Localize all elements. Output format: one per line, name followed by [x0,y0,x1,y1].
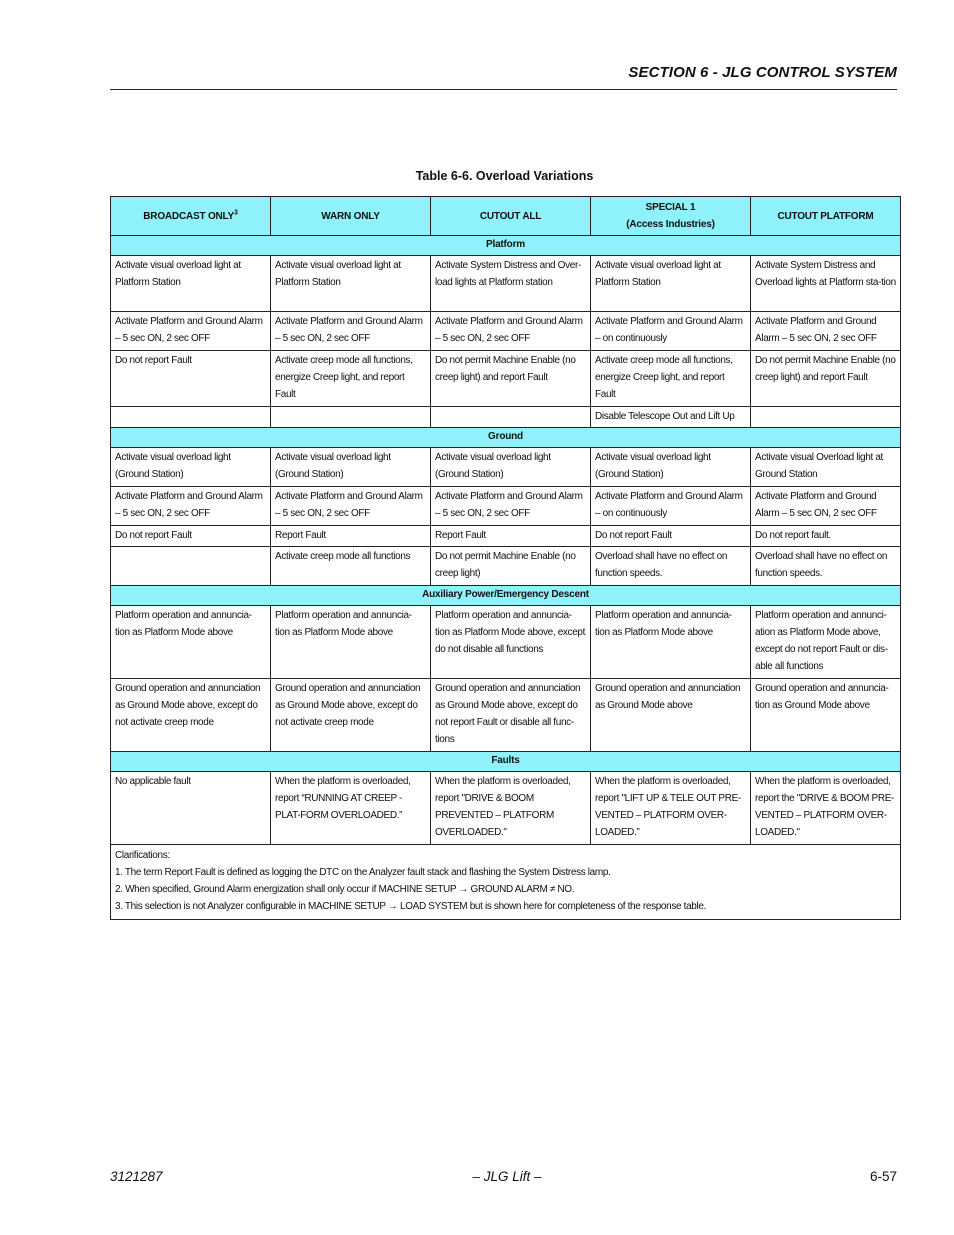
table-row [111,487,901,526]
table-cell: Do not report Fault [111,351,271,407]
table-cell: Overload shall have no effect on function speeds. [591,547,751,586]
table-cell: Do not report Fault [111,526,271,547]
table-cell: Do not permit Machine Enable (no creep light) and report Fault [751,351,901,407]
table-cell: Ground operation and annuncia-tion as Ground Mode above [751,679,901,752]
table-cell: When the platform is overloaded, report the "DRIVE & BOOM PRE-VENTED – PLATFORM OVER-LOADED." [751,772,901,845]
page-number: 6-57 [869,1169,897,1184]
section-title-platform: Platform [111,236,901,256]
section-row-ground [111,428,901,448]
table-cell: Activate visual overload light at Platform Station [271,256,431,312]
col-warn-only: WARN ONLY [271,197,431,236]
table-cell: Activate Platform and Ground Alarm – 5 sec ON, 2 sec OFF [431,487,591,526]
overload-variations-table [110,196,901,920]
col-special-1-label: SPECIAL 1 [645,202,696,213]
clarification-item: 2. When specified, Ground Alarm energization shall only occur if MACHINE SETUP → GROUND ALARM ≠ NO. [115,884,575,895]
table-cell: Do not report fault. [751,526,901,547]
table-cell: Activate visual overload light at Platform Station [111,256,271,312]
clarifications-row [111,845,901,920]
clarifications-title: Clarifications: [115,850,170,861]
table-cell: Do not permit Machine Enable (no creep light) [431,547,591,586]
table-cell: Platform operation and annunci-ation as Platform Mode above, except do not report Fault or dis-able all functions [751,606,901,679]
table-row [111,256,901,312]
table-cell: Report Fault [431,526,591,547]
table-cell: Platform operation and annuncia-tion as Platform Mode above [271,606,431,679]
table-cell: Activate Platform and Ground Alarm – 5 sec ON, 2 sec OFF [111,487,271,526]
table-cell: No applicable fault [111,772,271,845]
table-cell: Do not report Fault [591,526,751,547]
table-cell: Platform operation and annuncia-tion as Platform Mode above [591,606,751,679]
table-cell: Activate visual overload light (Ground Station) [271,448,431,487]
col-special-1 [591,197,751,236]
section-header: SECTION 6 - JLG CONTROL SYSTEM [628,64,897,81]
table-cell [111,407,271,428]
table-cell: Ground operation and annunciation as Ground Mode above [591,679,751,752]
table-cell: Activate Platform and Ground Alarm – 5 sec ON, 2 sec OFF [111,312,271,351]
column-header-row [111,197,901,236]
table-cell: Disable Telescope Out and Lift Up [591,407,751,428]
table-cell: Do not permit Machine Enable (no creep light) and report Fault [431,351,591,407]
table-cell: Activate visual overload light (Ground Station) [431,448,591,487]
clarifications-cell [111,845,901,920]
table-cell: Activate visual overload light (Ground Station) [111,448,271,487]
table-cell: Ground operation and annunciation as Ground Mode above, except do not activate creep mode [271,679,431,752]
table-cell: Activate Platform and Ground Alarm – on continuously [591,312,751,351]
col-broadcast-only-label: BROADCAST ONLY [143,210,235,222]
table-cell: Activate Platform and Ground Alarm – 5 sec ON, 2 sec OFF [751,312,901,351]
clarification-item: 3. This selection is not Analyzer configurable in MACHINE SETUP → LOAD SYSTEM but is shown here for completeness of the response table. [115,901,707,912]
table-cell: Activate Platform and Ground Alarm – 5 sec ON, 2 sec OFF [751,487,901,526]
table-cell: Ground operation and annunciation as Ground Mode above, except do not report Fault or disable all func-tions [431,679,591,752]
clarification-item: 1. The term Report Fault is defined as logging the DTC on the Analyzer fault stack and flashing the System Distress lamp. [115,867,611,878]
table-cell [111,547,271,586]
table-cell: Activate System Distress and Overload lights at Platform sta-tion [751,256,901,312]
table-row [111,448,901,487]
table-cell: Overload shall have no effect on function speeds. [751,547,901,586]
section-title-aux: Auxiliary Power/Emergency Descent [111,586,901,606]
table-cell: Activate creep mode all functions, energize Creep light, and report Fault [271,351,431,407]
table-cell: When the platform is overloaded, report "DRIVE & BOOM PREVENTED – PLATFORM OVERLOADED." [431,772,591,845]
table-cell: Platform operation and annuncia-tion as Platform Mode above [111,606,271,679]
table-cell [431,407,591,428]
table-row [111,407,901,428]
footnote-ref-3: 3 [234,209,238,217]
table-cell: Activate Platform and Ground Alarm – 5 sec ON, 2 sec OFF [271,312,431,351]
table-cell: When the platform is overloaded, report “RUNNING AT CREEP - PLAT-FORM OVERLOADED.” [271,772,431,845]
table-row [111,679,901,752]
table-row [111,772,901,845]
table-cell: Activate System Distress and Over-load lights at Platform station [431,256,591,312]
header-rule [110,89,897,90]
col-cutout-all: CUTOUT ALL [431,197,591,236]
col-special-1-sublabel: (Access Industries) [626,219,715,230]
table-cell: Activate creep mode all functions, energize Creep light, and report Fault [591,351,751,407]
table-cell: Activate visual overload light (Ground Station) [591,448,751,487]
section-title-ground: Ground [111,428,901,448]
table-row [111,606,901,679]
table-row [111,351,901,407]
footer-brand: – JLG Lift – [472,1169,542,1184]
table-cell: Activate Platform and Ground Alarm – on continuously [591,487,751,526]
table-cell: Activate creep mode all functions [271,547,431,586]
section-row-faults [111,752,901,772]
document-number: 3121287 [110,1169,163,1184]
table-cell: Ground operation and annunciation as Ground Mode above, except do not activate creep mode [111,679,271,752]
table-row [111,547,901,586]
table-cell: Report Fault [271,526,431,547]
table-cell [271,407,431,428]
section-row-aux [111,586,901,606]
table-cell [751,407,901,428]
table-cell: Activate Platform and Ground Alarm – 5 sec ON, 2 sec OFF [271,487,431,526]
section-title-faults: Faults [111,752,901,772]
table-row [111,526,901,547]
col-broadcast-only [111,197,271,236]
table-cell: Activate Platform and Ground Alarm – 5 sec ON, 2 sec OFF [431,312,591,351]
table-cell: Activate visual Overload light at Ground Station [751,448,901,487]
table-row [111,312,901,351]
col-cutout-platform: CUTOUT PLATFORM [751,197,901,236]
table-cell: Platform operation and annuncia-tion as Platform Mode above, except do not disable all functions [431,606,591,679]
table-cell: Activate visual overload light at Platform Station [591,256,751,312]
table-caption: Table 6-6. Overload Variations [415,169,594,183]
table-cell: When the platform is overloaded, report "LIFT UP & TELE OUT PRE-VENTED – PLATFORM OVER-LOADED.” [591,772,751,845]
section-row-platform [111,236,901,256]
